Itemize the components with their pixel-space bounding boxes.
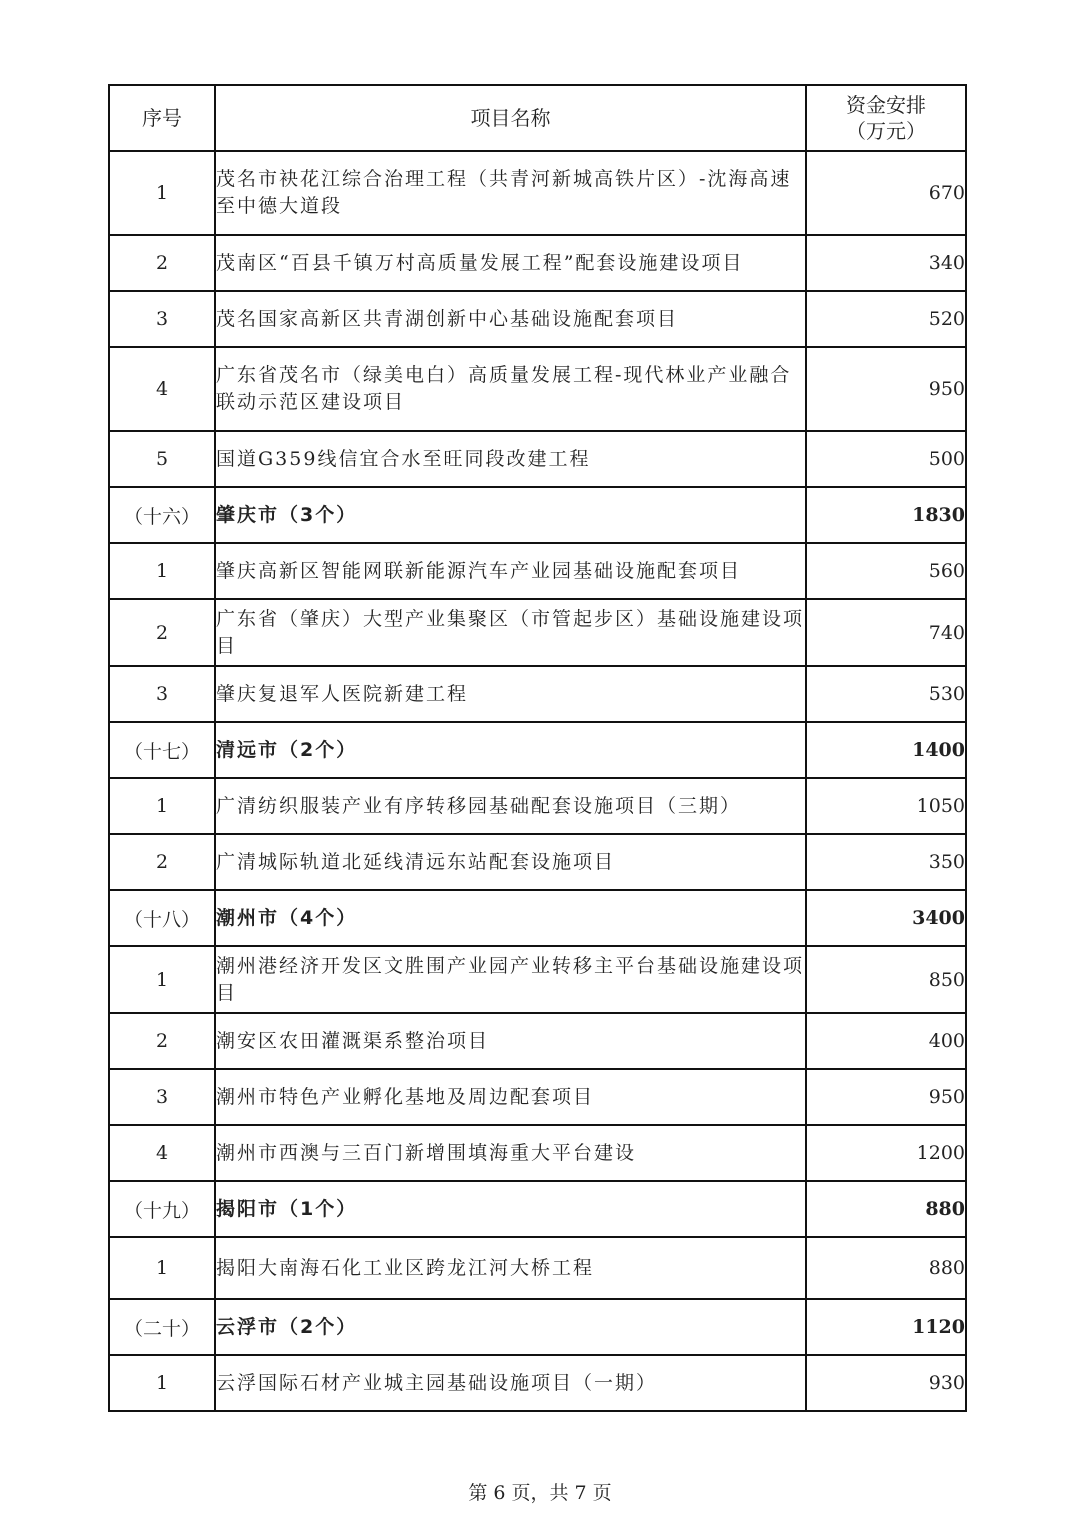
table-body [109,151,966,1411]
group-row [109,1299,966,1355]
table-row [109,431,966,487]
row-name: 潮安区农田灌溉渠系整治项目 [215,1013,806,1069]
header-name: 项目名称 [215,85,806,151]
row-name: 广清纺织服装产业有序转移园基础配套设施项目（三期） [215,778,806,834]
row-amount: 3400 [806,890,966,946]
row-no: 2 [109,1013,215,1069]
row-name: 茂名市袂花江综合治理工程（共青河新城高铁片区）-沈海高速至中德大道段 [215,151,806,235]
row-name: 广东省茂名市（绿美电白）高质量发展工程-现代林业产业融合联动示范区建设项目 [215,347,806,431]
header-amount [806,85,966,151]
row-name: 揭阳市（1个） [215,1181,806,1237]
row-amount: 1830 [806,487,966,543]
table-row [109,834,966,890]
row-no: 1 [109,1355,215,1411]
row-amount: 520 [806,291,966,347]
table-row [109,543,966,599]
row-no: 4 [109,1125,215,1181]
row-no: 5 [109,431,215,487]
row-amount: 950 [806,1069,966,1125]
table-row [109,347,966,431]
row-no: （十七） [109,722,215,778]
page-footer: 第 6 页，共 7 页 [468,1482,612,1504]
row-amount: 560 [806,543,966,599]
row-name: 肇庆复退军人医院新建工程 [215,666,806,722]
table-header-row [109,85,966,151]
row-amount: 530 [806,666,966,722]
group-row [109,487,966,543]
row-name: 潮州市西澳与三百门新增围填海重大平台建设 [215,1125,806,1181]
table-row [109,1013,966,1069]
row-name: 茂南区“百县千镇万村高质量发展工程”配套设施建设项目 [215,235,806,291]
row-no: 4 [109,347,215,431]
table-row [109,291,966,347]
row-amount: 670 [806,151,966,235]
row-amount: 740 [806,599,966,666]
table-row [109,151,966,235]
row-name: 云浮国际石材产业城主园基础设施项目（一期） [215,1355,806,1411]
row-no: 1 [109,543,215,599]
row-amount: 1120 [806,1299,966,1355]
row-no: 1 [109,151,215,235]
group-row [109,890,966,946]
row-amount: 1200 [806,1125,966,1181]
table-row [109,1069,966,1125]
table-row [109,946,966,1013]
table-row [109,599,966,666]
row-name: 广东省（肇庆）大型产业集聚区（市管起步区）基础设施建设项目 [215,599,806,666]
table-row [109,666,966,722]
row-no: 2 [109,235,215,291]
row-no: 1 [109,946,215,1013]
funding-table [108,84,967,1412]
row-amount: 1400 [806,722,966,778]
table-row [109,235,966,291]
row-no: （二十） [109,1299,215,1355]
group-row [109,722,966,778]
table-row [109,1125,966,1181]
row-name: 茂名国家高新区共青湖创新中心基础设施配套项目 [215,291,806,347]
row-name: 潮州市（4个） [215,890,806,946]
header-no: 序号 [109,85,215,151]
row-no: 1 [109,778,215,834]
row-no: （十九） [109,1181,215,1237]
row-no: 3 [109,1069,215,1125]
table-row [109,1355,966,1411]
group-row [109,1181,966,1237]
row-amount: 500 [806,431,966,487]
row-name: 国道G359线信宜合水至旺同段改建工程 [215,431,806,487]
row-no: 1 [109,1237,215,1299]
table-row [109,1237,966,1299]
row-amount: 340 [806,235,966,291]
row-no: 2 [109,834,215,890]
row-no: 3 [109,291,215,347]
row-amount: 400 [806,1013,966,1069]
row-amount: 350 [806,834,966,890]
row-name: 肇庆市（3个） [215,487,806,543]
header-amount-line2: （万元） [846,119,926,143]
header-amount-line1: 资金安排 [846,93,926,117]
row-name: 潮州市特色产业孵化基地及周边配套项目 [215,1069,806,1125]
row-amount: 850 [806,946,966,1013]
table-row [109,778,966,834]
row-amount: 1050 [806,778,966,834]
row-amount: 880 [806,1237,966,1299]
row-name: 揭阳大南海石化工业区跨龙江河大桥工程 [215,1237,806,1299]
row-no: 3 [109,666,215,722]
row-no: （十八） [109,890,215,946]
row-name: 潮州港经济开发区文胜围产业园产业转移主平台基础设施建设项目 [215,946,806,1013]
row-amount: 880 [806,1181,966,1237]
row-name: 云浮市（2个） [215,1299,806,1355]
row-amount: 930 [806,1355,966,1411]
row-name: 肇庆高新区智能网联新能源汽车产业园基础设施配套项目 [215,543,806,599]
row-name: 广清城际轨道北延线清远东站配套设施项目 [215,834,806,890]
row-amount: 950 [806,347,966,431]
row-no: （十六） [109,487,215,543]
row-no: 2 [109,599,215,666]
row-name: 清远市（2个） [215,722,806,778]
